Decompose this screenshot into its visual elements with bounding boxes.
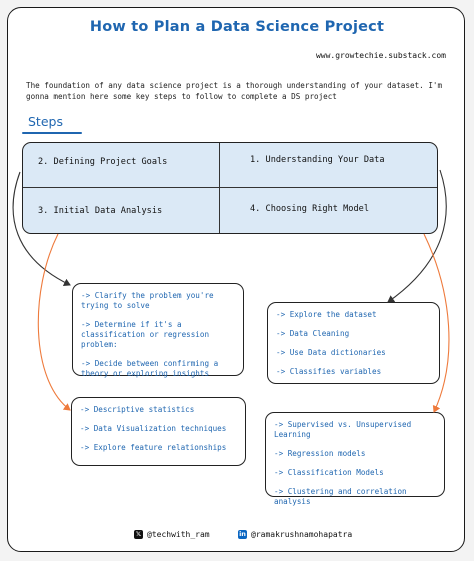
step-defining-goals: 2. Defining Project Goals: [38, 157, 168, 167]
page-title: How to Plan a Data Science Project: [89, 19, 385, 35]
list-item: -> Classifies variables: [276, 367, 382, 376]
steps-heading: Steps: [28, 114, 63, 129]
list-item: -> Decide between confirming a theory or exploring insights: [81, 359, 219, 378]
list-item: -> Clustering and correlation analysis: [274, 487, 407, 506]
website-url[interactable]: www.growtechie.substack.com: [315, 51, 446, 60]
list-item: -> Clarify the problem you're trying to solve: [81, 291, 214, 310]
linkedin-handle-text: @ramakrushnamohapatra: [251, 530, 353, 539]
step-understanding-data: 1. Understanding Your Data: [250, 155, 385, 165]
x-icon: 𝕏: [135, 530, 142, 538]
list-item: -> Determine if it's a classification or regression problem:: [81, 320, 210, 349]
list-item: -> Data Visualization techniques: [80, 424, 227, 433]
list-item: -> Supervised vs. Unsupervised Learning: [274, 420, 412, 439]
list-item: -> Data Cleaning: [276, 329, 350, 338]
list-item: -> Regression models: [274, 449, 366, 458]
arrow-to-understanding-card: [388, 170, 446, 302]
footer-x-handle[interactable]: [134, 530, 210, 539]
list-item: -> Explore the dataset: [276, 310, 377, 319]
list-item: -> Explore feature relationships: [80, 443, 227, 452]
list-item: -> Use Data dictionaries: [276, 348, 386, 357]
arrow-to-analysis-card: [38, 234, 70, 410]
arrow-to-model-card: [424, 234, 449, 412]
linkedin-icon: in: [239, 530, 246, 538]
step-choosing-model: 4. Choosing Right Model: [250, 204, 369, 214]
arrow-to-goals-card: [13, 172, 70, 285]
list-item: -> Descriptive statistics: [80, 405, 195, 414]
step-initial-analysis: 3. Initial Data Analysis: [38, 206, 163, 216]
list-item: -> Classification Models: [274, 468, 384, 477]
footer-linkedin-handle[interactable]: [238, 530, 352, 539]
x-handle-text: @techwith_ram: [147, 530, 210, 539]
intro-paragraph: The foundation of any data science project is a thorough understanding of your dataset. I'm gonna mention here some key steps to follow to complete a DS project: [26, 81, 443, 101]
